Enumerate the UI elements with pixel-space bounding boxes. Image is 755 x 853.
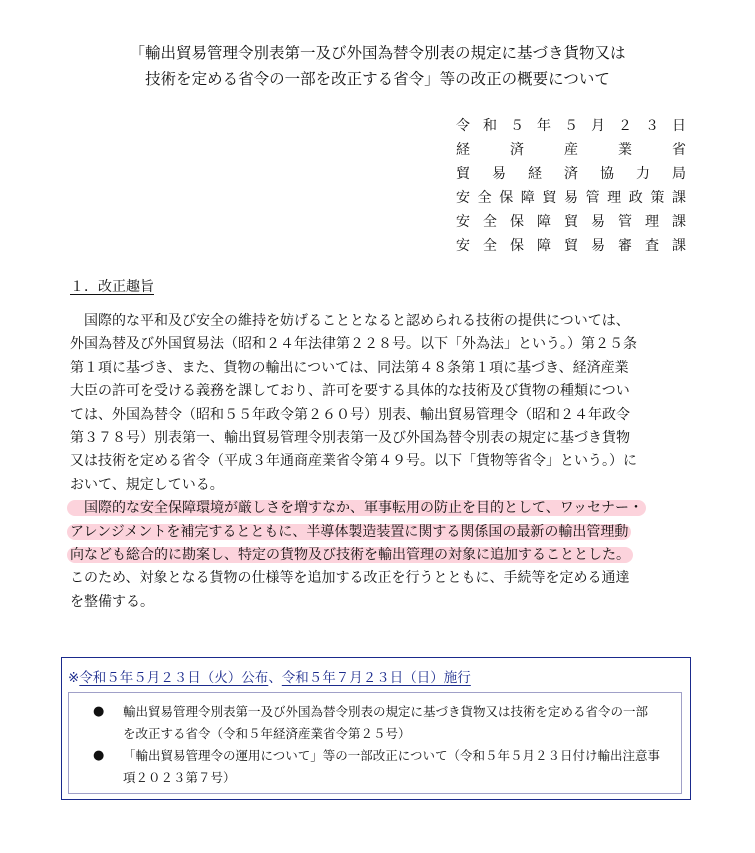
title-line-1: 「輸出貿易管理令別表第一及び外国為替令別表の規定に基づき貨物又は [129, 44, 626, 62]
section-heading: １．改正趣旨 [70, 279, 154, 295]
highlight-mark: 国際的な安全保障環境が厳しさを増すなか、軍事転用の防止を目的として、ワッセナー・ [67, 500, 646, 516]
division-name-1 [456, 186, 686, 210]
issuer-char: 全 [483, 214, 497, 230]
issuer-char: 済 [510, 142, 524, 158]
issuer-char: 理 [607, 190, 622, 206]
issuer-char: 保 [499, 190, 514, 206]
issuer-char: 年 [537, 118, 551, 134]
issuer-char: 和 [483, 118, 497, 134]
issuer-char: 令 [456, 118, 470, 134]
division-name-3 [456, 234, 686, 258]
issuer-char: ５ [510, 118, 524, 134]
body-line: おいて、規定している。 [70, 476, 224, 493]
issuer-char: 済 [564, 166, 578, 182]
issuer-char: 理 [645, 214, 659, 230]
issuer-char: 安 [456, 214, 470, 230]
issuer-char: 貿 [542, 190, 557, 206]
body-line: 国際的な平和及び安全の維持を妨げることとなると認められる技術の提供については、 [70, 313, 630, 329]
issuer-char: 管 [618, 214, 632, 230]
publish-date: 令和５年５月２３日（火）公布 [79, 670, 269, 686]
issuer-char: 課 [671, 190, 686, 206]
issuer-char: 産 [564, 142, 578, 158]
document-title [0, 40, 755, 92]
body-line: 外国為替及び外国貿易法（昭和２４年法律第２２８号。以下「外為法」という。）第２５条 [70, 336, 637, 353]
issuer-char: 力 [636, 166, 650, 182]
issuer-char: 省 [672, 142, 686, 158]
body-line: 第３７８号）別表第一、輸出貿易管理令別表第一及び外国為替令別表の規定に基づき貨物 [70, 429, 630, 446]
issuer-char: 全 [477, 190, 492, 206]
issuer-char: 貿 [564, 214, 578, 230]
division-name-2 [456, 210, 686, 234]
body-line: 又は技術を定める省令（平成３年通商産業省令第４９号。以下「貨物等省令」という。）に [70, 453, 637, 470]
body-line: ては、外国為替令（昭和５５年政令第２６０号）別表、輸出貿易管理令（昭和２４年政令 [70, 406, 630, 423]
issuer-char: 審 [618, 238, 632, 254]
issue-date [456, 114, 686, 138]
notice-box [61, 657, 691, 800]
body-line: 大臣の許可を受ける義務を課しており、許可を要する具体的な技術及び貨物の種類につい [70, 383, 630, 400]
issuer-char: ２ [618, 118, 632, 134]
issuer-char: ３ [645, 118, 659, 134]
issuer-char: 保 [510, 214, 524, 230]
notice-list [68, 692, 682, 794]
issuer-char: 日 [672, 118, 686, 134]
body-line: を整備する。 [70, 593, 154, 610]
highlighted-line [70, 497, 686, 520]
issuer-char: 安 [456, 238, 470, 254]
bureau-name [456, 162, 686, 186]
issuer-char: 易 [591, 238, 605, 254]
highlight-mark: アレンジメントを補完するとともに、半導体製造装置に関する関係国の最新の輸出管理動 [67, 524, 631, 540]
ministry-name [456, 138, 686, 162]
list-item-line: を改正する省令（令和５年経済産業省令第２５号） [123, 726, 411, 741]
list-item-line: 輸出貿易管理令別表第一及び外国為替令別表の規定に基づき貨物又は技術を定める省令の一部 [123, 704, 649, 719]
issuer-char: 管 [585, 190, 600, 206]
list-item-line: 項２０２３第７号） [123, 770, 236, 785]
issuer-char: 易 [591, 214, 605, 230]
issuer-char: 政 [628, 190, 643, 206]
highlighted-line [70, 544, 686, 567]
list-item-line: 「輸出貿易管理令の運用について」等の一部改正について（令和５年５月２３日付け輸出注意事 [123, 748, 661, 763]
issuer-char: 課 [672, 238, 686, 254]
notice-separator: 、 [268, 670, 282, 686]
title-line-2: 技術を定める省令の一部を改正する省令」等の改正の概要について [145, 70, 610, 88]
notice-mark: ※ [68, 670, 80, 686]
issuer-char: 障 [537, 214, 551, 230]
notice-heading [68, 666, 471, 686]
issuer-char: 課 [672, 214, 686, 230]
bullet-icon: ● [93, 704, 105, 719]
issuer-char: 業 [618, 142, 632, 158]
issuer-char: 障 [537, 238, 551, 254]
issuer-char: ５ [564, 118, 578, 134]
issuer-char: 査 [645, 238, 659, 254]
issuer-char: 経 [456, 142, 470, 158]
section-body [70, 310, 686, 614]
issuer-char: 安 [456, 190, 470, 206]
highlight-mark: 向なども総合的に勘案し、特定の貨物及び技術を輸出管理の対象に追加することとした。 [67, 547, 633, 563]
issuer-char: 経 [528, 166, 542, 182]
issuer-char: 局 [672, 166, 686, 182]
issuer-char: 全 [483, 238, 497, 254]
bullet-icon: ● [93, 748, 105, 763]
highlighted-line [70, 521, 686, 544]
issuer-char: 障 [520, 190, 535, 206]
body-line: このため、対象となる貨物の仕様等を追加する改正を行うとともに、手続等を定める通達 [70, 570, 630, 587]
issuer-block [456, 114, 686, 258]
issuer-char: 保 [510, 238, 524, 254]
issuer-char: 易 [563, 190, 578, 206]
body-line: 第１項に基づき、また、貨物の輸出については、同法第４８条第１項に基づき、経済産業 [70, 359, 629, 376]
issuer-char: 策 [650, 190, 665, 206]
issuer-char: 易 [492, 166, 506, 182]
issuer-char: 月 [591, 118, 605, 134]
issuer-char: 協 [600, 166, 614, 182]
effective-date: 令和５年７月２３日（日）施行 [281, 670, 471, 686]
issuer-char: 貿 [564, 238, 578, 254]
issuer-char: 貿 [456, 166, 470, 182]
